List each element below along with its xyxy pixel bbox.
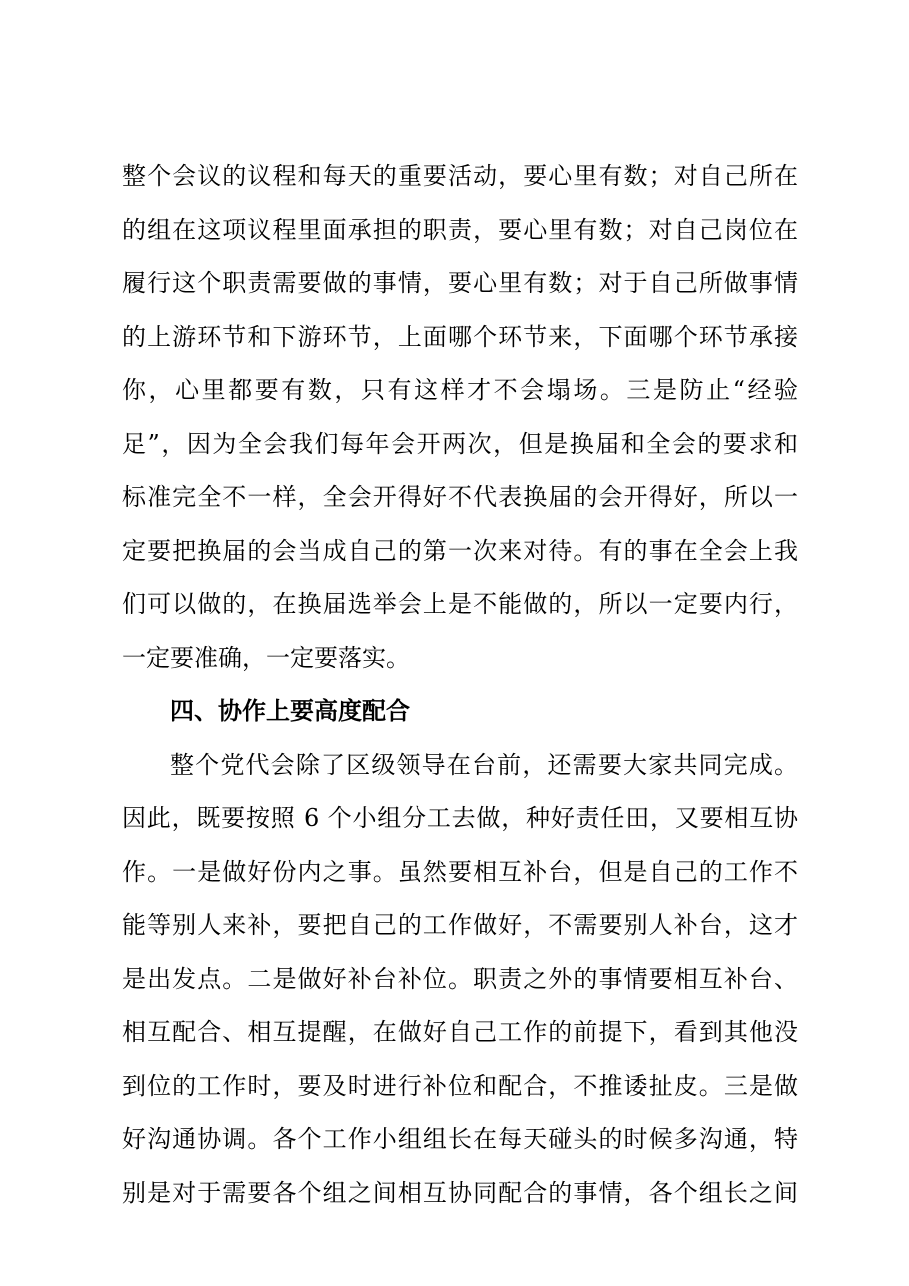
section-heading: 四、协作上要高度配合 [170,697,410,725]
paragraph-2-line-9: 别是对于需要各个组之间相互协同配合的事情，各个组长之间 [122,1179,798,1207]
paragraph-1-line-3: 履行这个职责需要做的事情，要心里有数；对于自己所做事情 [122,269,798,297]
paragraph-1-line-5: 你，心里都要有数，只有这样才不会塌场。三是防止“经验 [122,376,798,404]
paragraph-2-line-7: 到位的工作时，要及时进行补位和配合，不推诿扯皮。三是做 [122,1072,798,1100]
paragraph-1-line-2: 的组在这项议程里面承担的职责，要心里有数；对自己岗位在 [122,216,798,244]
paragraph-1-line-4: 的上游环节和下游环节，上面哪个环节来，下面哪个环节承接 [122,323,798,351]
paragraph-2-line-1: 整个党代会除了区级领导在台前，还需要大家共同完成。 [170,751,798,779]
paragraph-2-line-6: 相互配合、相互提醒，在做好自己工作的前提下，看到其他没 [122,1018,798,1046]
paragraph-1-line-7: 标准完全不一样，全会开得好不代表换届的会开得好，所以一 [122,483,798,511]
paragraph-2-line-4: 能等别人来补，要把自己的工作做好，不需要别人补台，这才 [122,911,798,939]
paragraph-2-line-5: 是出发点。二是做好补台补位。职责之外的事情要相互补台、 [122,965,798,993]
paragraph-1-line-6: 足”，因为全会我们每年会开两次，但是换届和全会的要求和 [122,430,798,458]
paragraph-2-line-8: 好沟通协调。各个工作小组组长在每天碰头的时候多沟通，特 [122,1125,798,1153]
paragraph-2-line-2: 因此，既要按照 6 个小组分工去做，种好责任田，又要相互协 [122,804,798,832]
paragraph-2-line-3: 作。一是做好份内之事。虽然要相互补台，但是自己的工作不 [122,858,798,886]
paragraph-1-line-10: 一定要准确，一定要落实。 [122,644,410,672]
paragraph-1-line-1: 整个会议的议程和每天的重要活动，要心里有数；对自己所在 [122,162,798,190]
paragraph-1-line-8: 定要把换届的会当成自己的第一次来对待。有的事在全会上我 [122,537,798,565]
paragraph-1-line-9: 们可以做的，在换届选举会上是不能做的，所以一定要内行， [122,590,798,618]
